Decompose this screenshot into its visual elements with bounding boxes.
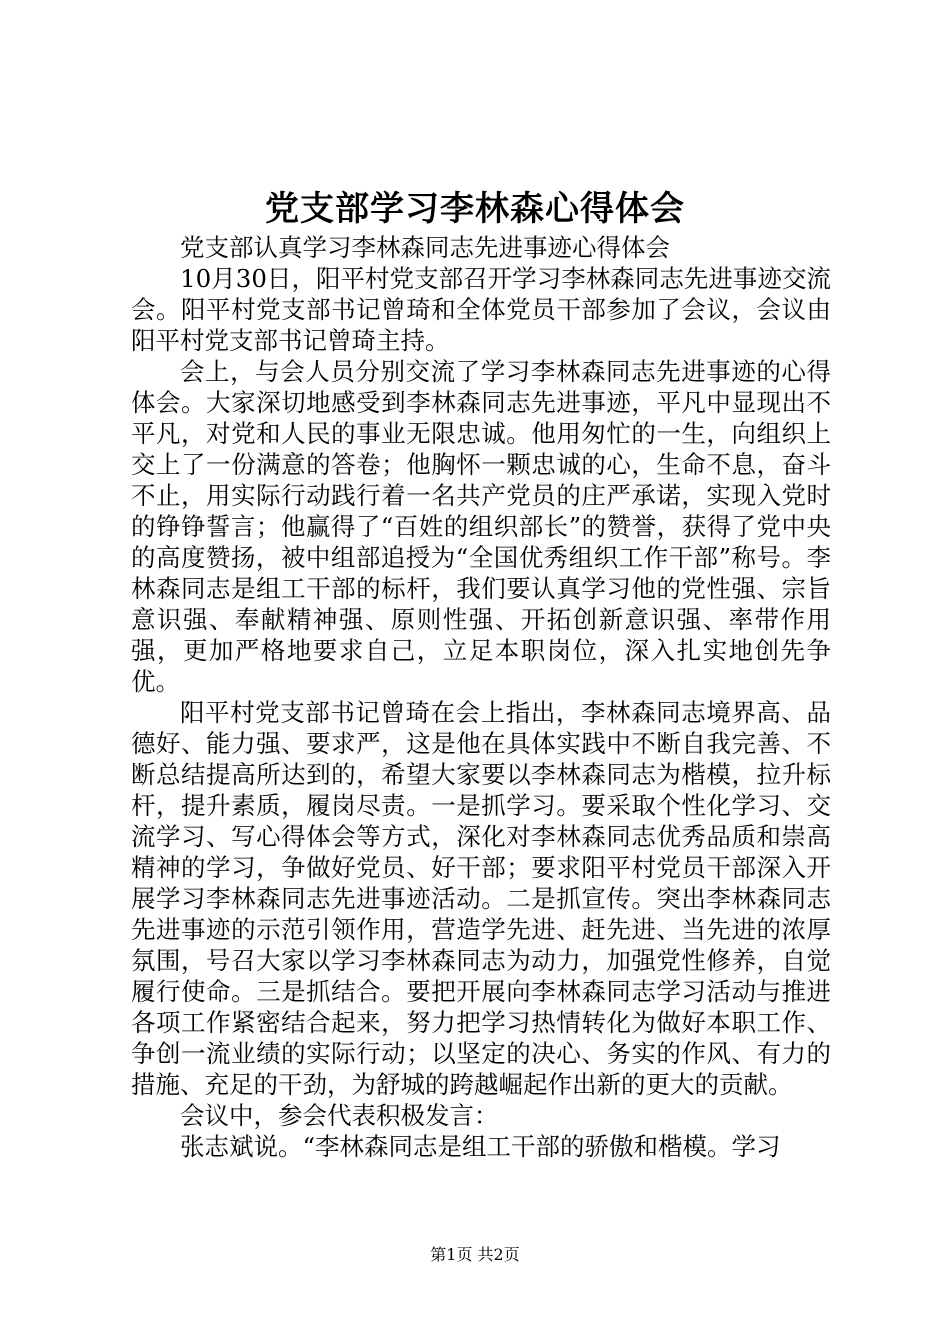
paragraph: 阳平村党支部书记曾琦在会上指出，李林森同志境界高、品德好、能力强、要求严，这是他在具体实践中不断自我完善、不断总结提高所达到的，希望大家要以李林森同志为楷模，拉升标杆，提升素质，履岗尽责。一是抓学习。要采取个性化学习、交流学习、写心得体会等方式，深化对李林森同志优秀品质和崇高精神的学习，争做好党员、好干部；要求阳平村党员干部深入开展学习李林森同志先进事迹活动。二是抓宣传。突出李林森同志先进事迹的示范引领作用，营造学先进、赶先进、当先进的浓厚氛围，号召大家以学习李林森同志为动力，加强党性修养，自觉履行使命。三是抓结合。要把开展向李林森同志学习活动与推进各项工作紧密结合起来，努力把学习热情转化为做好本职工作、争创一流业绩的实际行动；以坚定的决心、务实的作风、有力的措施、充足的干劲，为舒城的跨越崛起作出新的更大的贡献。 — [131, 698, 831, 1099]
paragraph: 会议中，参会代表积极发言： — [180, 1101, 499, 1130]
document-title: 党支部学习李林森心得体会 — [265, 189, 685, 229]
document-body — [131, 232, 831, 1162]
paragraph: 会上，与会人员分别交流了学习李林森同志先进事迹的心得体会。大家深切地感受到李林森同志先进事迹，平凡中显现出不平凡，对党和人民的事业无限忠诚。他用匆忙的一生，向组织上交上了一份满意的答卷；他胸怀一颗忠诚的心，生命不息，奋斗不止，用实际行动践行着一名共产党员的庄严承诺，实现入党时的铮铮誓言；他赢得了“百姓的组织部长”的赞誉，获得了党中央的高度赞扬，被中组部追授为“全国优秀组织工作干部”称号。李林森同志是组工干部的标杆，我们要认真学习他的党性强、宗旨意识强、奉献精神强、原则性强、开拓创新意识强、率带作用强，更加严格地要求自己，立足本职岗位，深入扎实地创先争优。 — [131, 357, 831, 696]
paragraph: 10月30日，阳平村党支部召开学习李林森同志先进事迹交流会。阳平村党支部书记曾琦和全体党员干部参加了会议，会议由阳平村党支部书记曾琦主持。 — [131, 264, 831, 355]
paragraph-subtitle: 党支部认真学习李林森同志先进事迹心得体会 — [180, 233, 670, 262]
paragraph: 张志斌说。“李林森同志是组工干部的骄傲和楷模。学习 — [180, 1132, 781, 1161]
page-footer: 第1页 共2页 — [430, 1245, 520, 1264]
